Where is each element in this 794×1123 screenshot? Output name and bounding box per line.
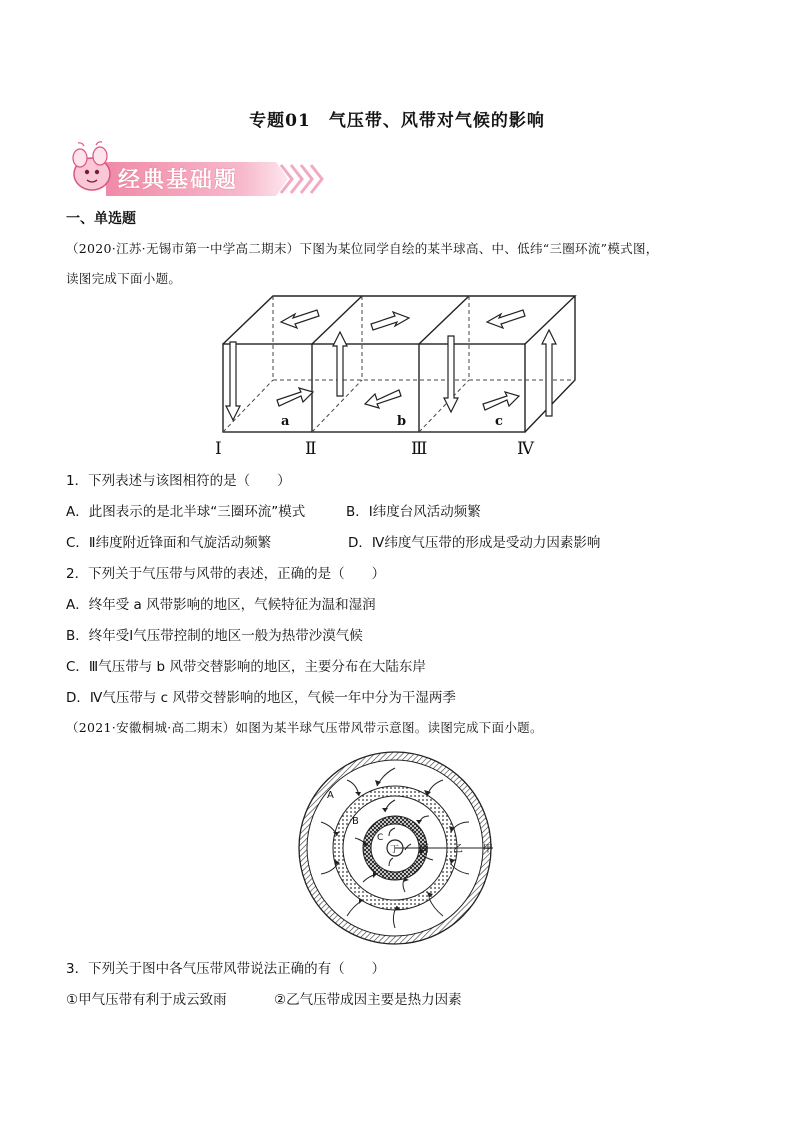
circulation-diagram (205, 292, 585, 462)
label-I: Ⅰ (215, 439, 222, 459)
q3-option-1[interactable]: ①甲气压带有利于成云致雨 (66, 992, 227, 1008)
q1-option-d[interactable]: D．Ⅳ纬度气压带的形成是受动力因素影响 (348, 535, 601, 551)
label-c: c (495, 414, 503, 429)
q2-option-b[interactable]: B．终年受Ⅰ气压带控制的地区一般为热带沙漠气候 (66, 628, 363, 644)
passage1-line1: （2020·江苏·无锡市第一中学高二期末）下图为某位同学自绘的某半球高、中、低纬“三圈环流”模式图， (66, 241, 659, 256)
bee-icon (73, 142, 110, 190)
passage1-line2: 读图完成下面小题。 (66, 271, 182, 286)
arrow-down-3 (444, 336, 458, 412)
label-II: Ⅱ (305, 439, 317, 459)
arrow-upper-right-2 (371, 312, 409, 330)
arrow-lower-a (277, 388, 313, 406)
arrow-upper-left-1 (281, 310, 319, 328)
arrow-up-4 (542, 330, 556, 416)
arrow-down-1 (226, 342, 240, 420)
fig2-label-A: A (327, 790, 334, 801)
q2-option-d[interactable]: D．Ⅳ气压带与 c 风带交替影响的地区，气候一年中分为干湿两季 (66, 690, 456, 706)
q1-option-c[interactable]: C．Ⅱ纬度附近锋面和气旋活动频繁 (66, 535, 272, 551)
fig2-label-bing: 丙 (419, 844, 429, 855)
q1-options-row1 (66, 500, 746, 520)
arrow-lower-c (483, 392, 519, 410)
q3-option-2[interactable]: ②乙气压带成因主要是热力因素 (274, 992, 462, 1008)
pressure-belt-diagram (293, 750, 503, 950)
fig2-label-B: B (352, 816, 359, 827)
q3-options-row1 (66, 988, 666, 1008)
fig2-label-yi: 乙 (453, 844, 463, 855)
arrow-up-2 (333, 332, 347, 396)
label-b: b (397, 414, 407, 429)
passage2-line1: （2021·安徽桐城·高二期末）如图为某半球气压带风带示意图。读图完成下面小题。 (66, 720, 543, 735)
fig2-label-C: C (377, 833, 384, 843)
banner-label: 经典基础题 (118, 168, 239, 193)
label-IV: Ⅳ (517, 439, 534, 459)
q1-option-a[interactable]: A．此图表示的是北半球“三圈环流”模式 (66, 504, 306, 520)
page-title: 专题01 气压带、风带对气候的影响 (249, 111, 545, 131)
section-heading: 一、单选题 (66, 211, 136, 227)
fig2-label-jia: 甲 (483, 844, 493, 855)
label-a: a (281, 414, 290, 429)
q1-options-row2 (66, 531, 746, 551)
fig2-label-ding: 丁 (390, 845, 400, 855)
q1-stem: 1．下列表述与该图相符的是（ ） (66, 473, 291, 489)
q2-stem: 2．下列关于气压带与风带的表述，正确的是（ ） (66, 566, 386, 582)
label-III: Ⅲ (411, 439, 428, 459)
q1-option-b[interactable]: B．Ⅰ纬度台风活动频繁 (346, 504, 481, 520)
arrow-upper-left-3 (487, 310, 525, 328)
q2-option-a[interactable]: A．终年受 a 风带影响的地区，气候特征为温和湿润 (66, 597, 376, 613)
arrow-lower-b (365, 390, 401, 408)
q3-stem: 3．下列关于图中各气压带风带说法正确的有（ ） (66, 961, 386, 977)
q2-option-c[interactable]: C．Ⅲ气压带与 b 风带交替影响的地区，主要分布在大陆东岸 (66, 659, 426, 675)
